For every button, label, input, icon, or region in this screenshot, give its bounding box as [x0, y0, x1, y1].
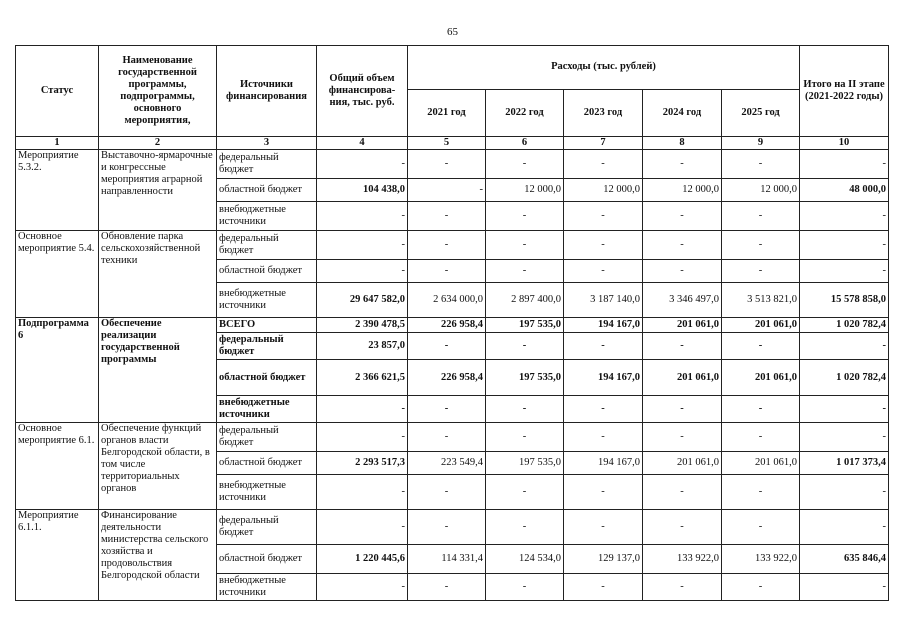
- row-year-value: 197 535,0: [486, 318, 564, 333]
- row-status: Мероприятие 5.3.2.: [16, 150, 99, 231]
- row-year-value: -: [564, 510, 643, 545]
- header-source: Источники финансирования: [217, 46, 317, 137]
- column-index: 2: [99, 137, 217, 150]
- row-total: -: [317, 475, 408, 510]
- row-year-value: 2 897 400,0: [486, 283, 564, 318]
- row-year-value: 133 922,0: [722, 545, 800, 574]
- row-total: 29 647 582,0: [317, 283, 408, 318]
- row-name: Финансирование деятельности министерства сельского хозяйства и продовольствия Белгородской области: [99, 510, 217, 601]
- row-total: -: [317, 423, 408, 452]
- row-year-value: 223 549,4: [408, 452, 486, 475]
- row-total: -: [317, 150, 408, 179]
- header-year: 2025 год: [722, 90, 800, 137]
- row-total: 1 220 445,6: [317, 545, 408, 574]
- row-total: 2 366 621,5: [317, 360, 408, 396]
- row-source: федеральный бюджет: [217, 231, 317, 260]
- table-row: [16, 423, 889, 452]
- row-stage-total: 15 578 858,0: [800, 283, 889, 318]
- row-stage-total: -: [800, 475, 889, 510]
- row-year-value: -: [722, 510, 800, 545]
- row-total: -: [317, 231, 408, 260]
- row-name: Выставочно-ярмарочные и конгрессные мероприятия аграрной направленности: [99, 150, 217, 231]
- row-year-value: -: [722, 396, 800, 423]
- row-year-value: -: [722, 150, 800, 179]
- row-year-value: 194 167,0: [564, 452, 643, 475]
- row-year-value: 194 167,0: [564, 360, 643, 396]
- row-year-value: -: [643, 150, 722, 179]
- header-year: 2022 год: [486, 90, 564, 137]
- column-index: 1: [16, 137, 99, 150]
- row-year-value: 201 061,0: [722, 452, 800, 475]
- row-year-value: -: [486, 423, 564, 452]
- row-year-value: -: [408, 231, 486, 260]
- row-year-value: 12 000,0: [643, 179, 722, 202]
- row-year-value: -: [564, 202, 643, 231]
- row-year-value: -: [722, 231, 800, 260]
- row-year-value: 3 187 140,0: [564, 283, 643, 318]
- row-year-value: -: [722, 260, 800, 283]
- row-year-value: -: [564, 333, 643, 360]
- table-row: [16, 318, 889, 333]
- row-source: внебюджетные источники: [217, 283, 317, 318]
- row-year-value: -: [643, 202, 722, 231]
- header-year: 2024 год: [643, 90, 722, 137]
- header-year: 2021 год: [408, 90, 486, 137]
- column-index: 7: [564, 137, 643, 150]
- column-index: 6: [486, 137, 564, 150]
- header-expenses: Расходы (тыс. рублей): [408, 46, 800, 90]
- row-year-value: -: [722, 423, 800, 452]
- header-total: Общий объем финансирова-ния, тыс. руб.: [317, 46, 408, 137]
- row-year-value: -: [722, 202, 800, 231]
- row-total: -: [317, 260, 408, 283]
- row-year-value: -: [564, 231, 643, 260]
- row-source: ВСЕГО: [217, 318, 317, 333]
- row-status: Основное мероприятие 6.1.: [16, 423, 99, 510]
- row-stage-total: 1 017 373,4: [800, 452, 889, 475]
- row-year-value: -: [722, 475, 800, 510]
- row-year-value: -: [643, 396, 722, 423]
- row-year-value: 201 061,0: [722, 360, 800, 396]
- row-status: Мероприятие 6.1.1.: [16, 510, 99, 601]
- header-year: 2023 год: [564, 90, 643, 137]
- row-source: федеральный бюджет: [217, 150, 317, 179]
- row-total: 104 438,0: [317, 179, 408, 202]
- row-year-value: -: [408, 510, 486, 545]
- row-source: внебюджетные источники: [217, 475, 317, 510]
- row-stage-total: -: [800, 574, 889, 601]
- row-year-value: -: [486, 333, 564, 360]
- row-year-value: 226 958,4: [408, 360, 486, 396]
- row-year-value: 197 535,0: [486, 360, 564, 396]
- row-year-value: -: [408, 333, 486, 360]
- row-year-value: -: [486, 231, 564, 260]
- row-year-value: 226 958,4: [408, 318, 486, 333]
- row-year-value: -: [564, 396, 643, 423]
- row-total: -: [317, 202, 408, 231]
- row-total: -: [317, 510, 408, 545]
- header-status: Статус: [16, 46, 99, 137]
- row-year-value: 114 331,4: [408, 545, 486, 574]
- row-year-value: 12 000,0: [564, 179, 643, 202]
- row-status: Основное мероприятие 5.4.: [16, 231, 99, 318]
- row-year-value: 194 167,0: [564, 318, 643, 333]
- row-stage-total: -: [800, 423, 889, 452]
- row-source: внебюджетные источники: [217, 202, 317, 231]
- header-stage-total: Итого на II этапе (2021-2022 годы): [800, 46, 889, 137]
- row-name: Обновление парка сельскохозяйственной техники: [99, 231, 217, 318]
- row-year-value: -: [408, 396, 486, 423]
- row-year-value: 3 513 821,0: [722, 283, 800, 318]
- column-index: 5: [408, 137, 486, 150]
- row-stage-total: 1 020 782,4: [800, 360, 889, 396]
- row-year-value: -: [643, 333, 722, 360]
- row-source: федеральный бюджет: [217, 333, 317, 360]
- budget-table: [15, 45, 889, 601]
- row-year-value: 201 061,0: [643, 452, 722, 475]
- row-year-value: -: [643, 423, 722, 452]
- column-index: 9: [722, 137, 800, 150]
- row-stage-total: 1 020 782,4: [800, 318, 889, 333]
- row-year-value: -: [408, 574, 486, 601]
- table-row: [16, 510, 889, 545]
- row-year-value: 124 534,0: [486, 545, 564, 574]
- row-year-value: 197 535,0: [486, 452, 564, 475]
- column-index: 8: [643, 137, 722, 150]
- column-index: 10: [800, 137, 889, 150]
- row-source: областной бюджет: [217, 452, 317, 475]
- row-year-value: 201 061,0: [643, 318, 722, 333]
- row-year-value: -: [408, 260, 486, 283]
- row-stage-total: 635 846,4: [800, 545, 889, 574]
- header-name: Наименование государственной программы, подпрограммы, основного мероприятия,: [99, 46, 217, 137]
- row-year-value: -: [643, 574, 722, 601]
- row-year-value: -: [564, 260, 643, 283]
- row-year-value: -: [643, 231, 722, 260]
- row-year-value: 201 061,0: [643, 360, 722, 396]
- column-index-row: [16, 137, 889, 150]
- row-name: Обеспечение реализации государственной программы: [99, 318, 217, 423]
- row-year-value: -: [486, 475, 564, 510]
- row-stage-total: -: [800, 202, 889, 231]
- row-source: областной бюджет: [217, 545, 317, 574]
- row-year-value: -: [408, 179, 486, 202]
- row-source: федеральный бюджет: [217, 423, 317, 452]
- row-year-value: -: [486, 510, 564, 545]
- row-year-value: -: [564, 475, 643, 510]
- row-year-value: -: [643, 510, 722, 545]
- row-source: внебюджетные источники: [217, 396, 317, 423]
- row-stage-total: 48 000,0: [800, 179, 889, 202]
- row-total: -: [317, 574, 408, 601]
- row-stage-total: -: [800, 510, 889, 545]
- row-stage-total: -: [800, 260, 889, 283]
- row-year-value: -: [564, 423, 643, 452]
- row-source: внебюджетные источники: [217, 574, 317, 601]
- row-stage-total: -: [800, 333, 889, 360]
- row-total: 2 390 478,5: [317, 318, 408, 333]
- row-total: 23 857,0: [317, 333, 408, 360]
- row-status: Подпрограмма 6: [16, 318, 99, 423]
- row-year-value: -: [643, 260, 722, 283]
- row-year-value: -: [564, 150, 643, 179]
- table-row: [16, 231, 889, 260]
- row-total: -: [317, 396, 408, 423]
- row-stage-total: -: [800, 396, 889, 423]
- row-stage-total: -: [800, 150, 889, 179]
- row-stage-total: -: [800, 231, 889, 260]
- row-total: 2 293 517,3: [317, 452, 408, 475]
- row-name: Обеспечение функций органов власти Белгородской области, в том числе территориальных органов: [99, 423, 217, 510]
- column-index: 3: [217, 137, 317, 150]
- row-year-value: 133 922,0: [643, 545, 722, 574]
- page-number: 65: [447, 26, 458, 38]
- row-year-value: -: [486, 202, 564, 231]
- row-year-value: 12 000,0: [486, 179, 564, 202]
- row-source: областной бюджет: [217, 260, 317, 283]
- row-year-value: 129 137,0: [564, 545, 643, 574]
- row-source: федеральный бюджет: [217, 510, 317, 545]
- row-year-value: -: [408, 423, 486, 452]
- row-year-value: -: [722, 574, 800, 601]
- row-year-value: -: [564, 574, 643, 601]
- row-year-value: -: [408, 202, 486, 231]
- table-row: [16, 150, 889, 179]
- row-year-value: 2 634 000,0: [408, 283, 486, 318]
- row-source: областной бюджет: [217, 179, 317, 202]
- row-year-value: -: [486, 396, 564, 423]
- row-year-value: -: [722, 333, 800, 360]
- row-year-value: -: [486, 150, 564, 179]
- row-year-value: -: [643, 475, 722, 510]
- row-source: областной бюджет: [217, 360, 317, 396]
- row-year-value: -: [486, 260, 564, 283]
- row-year-value: 12 000,0: [722, 179, 800, 202]
- row-year-value: 201 061,0: [722, 318, 800, 333]
- row-year-value: -: [408, 150, 486, 179]
- row-year-value: -: [408, 475, 486, 510]
- column-index: 4: [317, 137, 408, 150]
- row-year-value: -: [486, 574, 564, 601]
- row-year-value: 3 346 497,0: [643, 283, 722, 318]
